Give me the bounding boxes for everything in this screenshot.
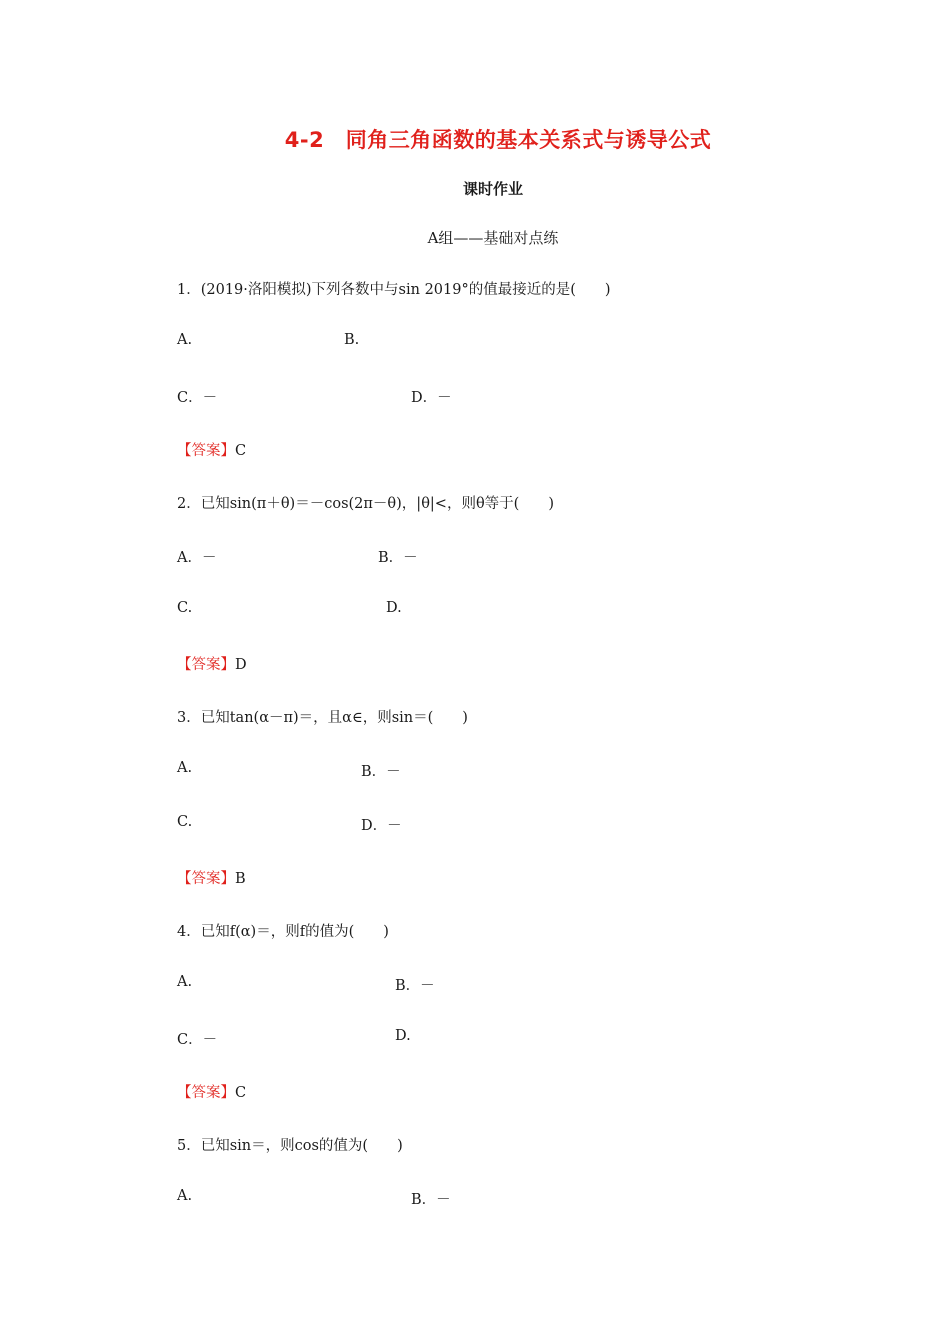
page-subtitle: 课时作业 [462,180,523,198]
question-3-answer [177,867,246,888]
answer-value: C [235,1085,247,1101]
question-3-stem: 3．已知tan(α－π)＝，且α∈，则sin＝( ) [177,710,468,726]
question-5-option-a: A. [177,1188,193,1204]
question-2-option-c: C. [177,600,193,616]
question-1-option-c: C．－ [177,390,218,406]
answer-label: 【答案】 [177,443,235,459]
page-title: 4-2 同角三角函数的基本关系式与诱导公式 [284,128,712,152]
question-1-stem: 1．(2019·洛阳模拟)下列各数中与sin 2019°的值最接近的是( ) [177,282,611,298]
question-4-answer [177,1081,246,1102]
question-2-option-d: D. [386,600,402,616]
question-5-stem: 5．已知sin＝，则cos的值为( ) [177,1138,403,1154]
question-1-option-b: B. [344,332,360,348]
question-3-option-b: B．－ [361,764,401,780]
answer-value: B [235,871,246,887]
question-1-option-d: D．－ [411,390,452,406]
question-4-option-d: D. [395,1028,411,1044]
question-4-stem: 4．已知f(α)＝，则f的值为( ) [177,924,389,940]
question-2-option-b: B．－ [378,550,418,566]
question-1-option-a: A. [177,332,193,348]
answer-value: C [235,443,247,459]
question-4-option-a: A. [177,974,193,990]
answer-label: 【答案】 [177,1085,235,1101]
question-4-option-b: B．－ [395,978,435,994]
question-4-option-c: C．－ [177,1032,218,1048]
question-3-option-c: C. [177,814,193,830]
question-3-option-d: D．－ [361,818,402,834]
question-2-stem: 2．已知sin(π＋θ)＝－cos(2π－θ)，|θ|<，则θ等于( ) [177,496,554,512]
question-2-answer [177,653,247,674]
question-3-option-a: A. [177,760,193,776]
answer-label: 【答案】 [177,657,235,673]
answer-value: D [235,657,247,673]
question-5-option-b: B．－ [411,1192,451,1208]
section-heading: A组——基础对点练 [427,229,559,247]
question-2-option-a: A．－ [177,550,217,566]
question-1-answer [177,439,246,460]
answer-label: 【答案】 [177,871,235,887]
